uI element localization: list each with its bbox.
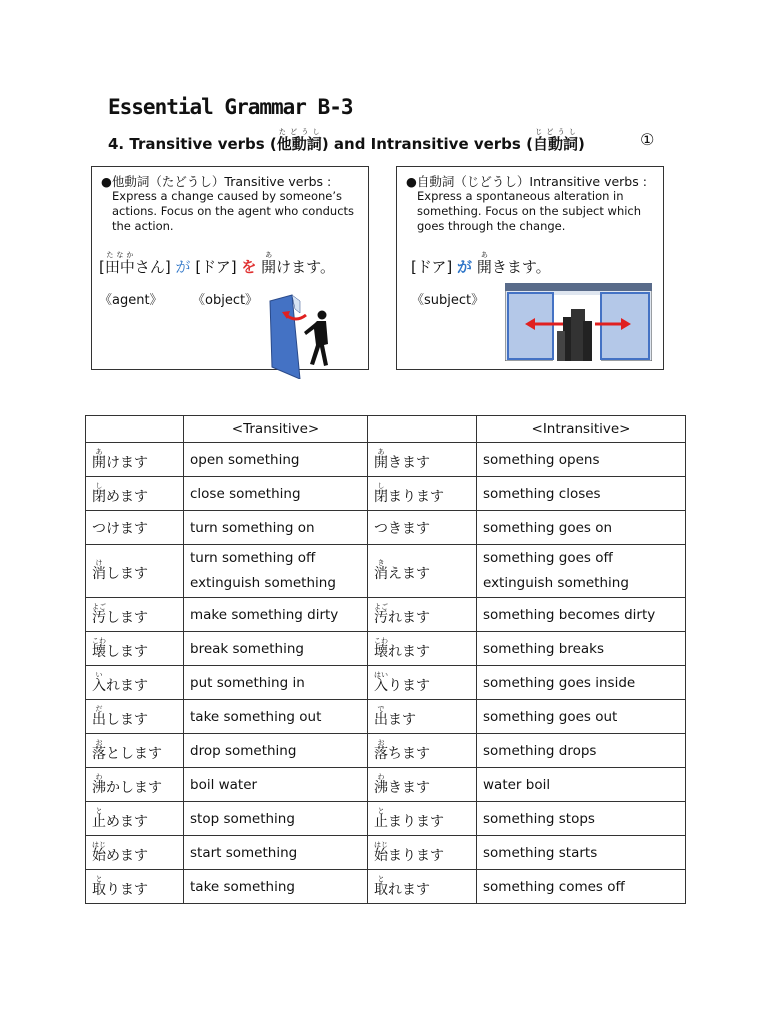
table-row <box>86 632 686 666</box>
transitive-heading: 他動詞（たどうし）Transitive verbs : <box>111 174 332 189</box>
intransitive-meaning: something drops <box>477 734 686 768</box>
transitive-meaning: start something <box>184 836 368 870</box>
intransitive-meaning: something opens <box>477 443 686 477</box>
table-row <box>86 443 686 477</box>
intransitive-verb: 消きえます <box>368 545 477 598</box>
header-intransitive: <Intransitive> <box>477 416 686 443</box>
intransitive-verb: 止とまります <box>368 802 477 836</box>
transitive-verb: 汚よごします <box>86 598 184 632</box>
intransitive-definition-box <box>396 166 664 370</box>
section-number: ① <box>640 130 655 149</box>
transitive-verb: 壊こわします <box>86 632 184 666</box>
intransitive-meaning: something breaks <box>477 632 686 666</box>
transitive-verb: 閉しめます <box>86 477 184 511</box>
table-row <box>86 836 686 870</box>
particle-ga: が <box>175 258 191 276</box>
transitive-meaning: make something dirty <box>184 598 368 632</box>
intransitive-meaning: something stops <box>477 802 686 836</box>
intransitive-heading: 自動詞（じどうし）Intransitive verbs : <box>416 174 647 189</box>
transitive-verb: 沸わかします <box>86 768 184 802</box>
table-row <box>86 700 686 734</box>
intransitive-verb: 汚よごれます <box>368 598 477 632</box>
transitive-meaning: open something <box>184 443 368 477</box>
transitive-verb: 落おとします <box>86 734 184 768</box>
transitive-definition-box <box>91 166 369 370</box>
intransitive-verb: つきます <box>368 511 477 545</box>
intransitive-verb: 始はじまります <box>368 836 477 870</box>
transitive-meaning: close something <box>184 477 368 511</box>
table-row <box>86 598 686 632</box>
transitive-description: Express a change caused by someone’s actions. Focus on the agent who conducts the action. <box>112 189 355 233</box>
transitive-example: [田中たなかさん] が [ドア] を 開あけます。 <box>99 251 335 276</box>
transitive-definition: ●他動詞（たどうし）Transitive verbs : Express a change caused by someone’s actions. Focus on the agent who conducts the action. <box>101 174 368 234</box>
transitive-meaning: put something in <box>184 666 368 700</box>
table-row <box>86 545 686 598</box>
role-subject: 《subject》 <box>411 293 485 308</box>
transitive-meaning: take something out <box>184 700 368 734</box>
intransitive-meaning: something goes on <box>477 511 686 545</box>
intransitive-verb: 壊こわれます <box>368 632 477 666</box>
intransitive-meaning: something goes inside <box>477 666 686 700</box>
transitive-verb: 止とめます <box>86 802 184 836</box>
header-transitive: <Transitive> <box>184 416 368 443</box>
table-row <box>86 734 686 768</box>
transitive-meaning: take something <box>184 870 368 904</box>
table-row <box>86 768 686 802</box>
table-row <box>86 666 686 700</box>
table-row <box>86 870 686 904</box>
table-row <box>86 802 686 836</box>
table-header-row <box>86 416 686 443</box>
table-row <box>86 477 686 511</box>
intransitive-meaning: something comes off <box>477 870 686 904</box>
intransitive-meaning: something goes off extinguish something <box>477 545 686 598</box>
transitive-verb: 出だします <box>86 700 184 734</box>
intransitive-verb: 沸わきます <box>368 768 477 802</box>
table-row <box>86 511 686 545</box>
role-agent: 《agent》 <box>99 293 163 308</box>
section-title: 4. Transitive verbs (他動詞たどうし) and Intransitive verbs (自動詞じどうし) <box>108 128 585 153</box>
particle-wo: を <box>241 258 257 276</box>
transitive-verb: 開あけます <box>86 443 184 477</box>
intransitive-meaning: something goes out <box>477 700 686 734</box>
transitive-verb: 消けします <box>86 545 184 598</box>
door-opening-illustration <box>262 289 342 379</box>
role-object: 《object》 <box>192 293 259 308</box>
intransitive-meaning: water boil <box>477 768 686 802</box>
particle-ga: が <box>457 258 473 276</box>
intransitive-meaning: something becomes dirty <box>477 598 686 632</box>
transitive-meaning: break something <box>184 632 368 666</box>
transitive-verb: 取とります <box>86 870 184 904</box>
intransitive-verb: 開あきます <box>368 443 477 477</box>
transitive-verb: 始はじめます <box>86 836 184 870</box>
intransitive-verb: 閉しまります <box>368 477 477 511</box>
intransitive-verb: 入はいります <box>368 666 477 700</box>
transitive-meaning: turn something off extinguish something <box>184 545 368 598</box>
transitive-verb: 入いれます <box>86 666 184 700</box>
intransitive-definition: ●自動詞（じどうし）Intransitive verbs : Express a spontaneous alteration in something. Focus on the subject which goes through the change. <box>406 174 663 234</box>
automatic-door-illustration <box>505 283 652 361</box>
verb-pairs-table <box>85 415 686 904</box>
transitive-meaning: drop something <box>184 734 368 768</box>
intransitive-verb: 出でます <box>368 700 477 734</box>
intransitive-verb: 落おちます <box>368 734 477 768</box>
transitive-meaning: stop something <box>184 802 368 836</box>
intransitive-example: [ドア] が 開あきます。 <box>411 251 551 276</box>
intransitive-meaning: something closes <box>477 477 686 511</box>
intransitive-verb: 取とれます <box>368 870 477 904</box>
intransitive-meaning: something starts <box>477 836 686 870</box>
transitive-verb: つけます <box>86 511 184 545</box>
intransitive-description: Express a spontaneous alteration in something. Focus on the subject which goes through the change. <box>417 189 642 233</box>
page-title: Essential Grammar B-3 <box>108 95 353 119</box>
transitive-meaning: turn something on <box>184 511 368 545</box>
transitive-meaning: boil water <box>184 768 368 802</box>
